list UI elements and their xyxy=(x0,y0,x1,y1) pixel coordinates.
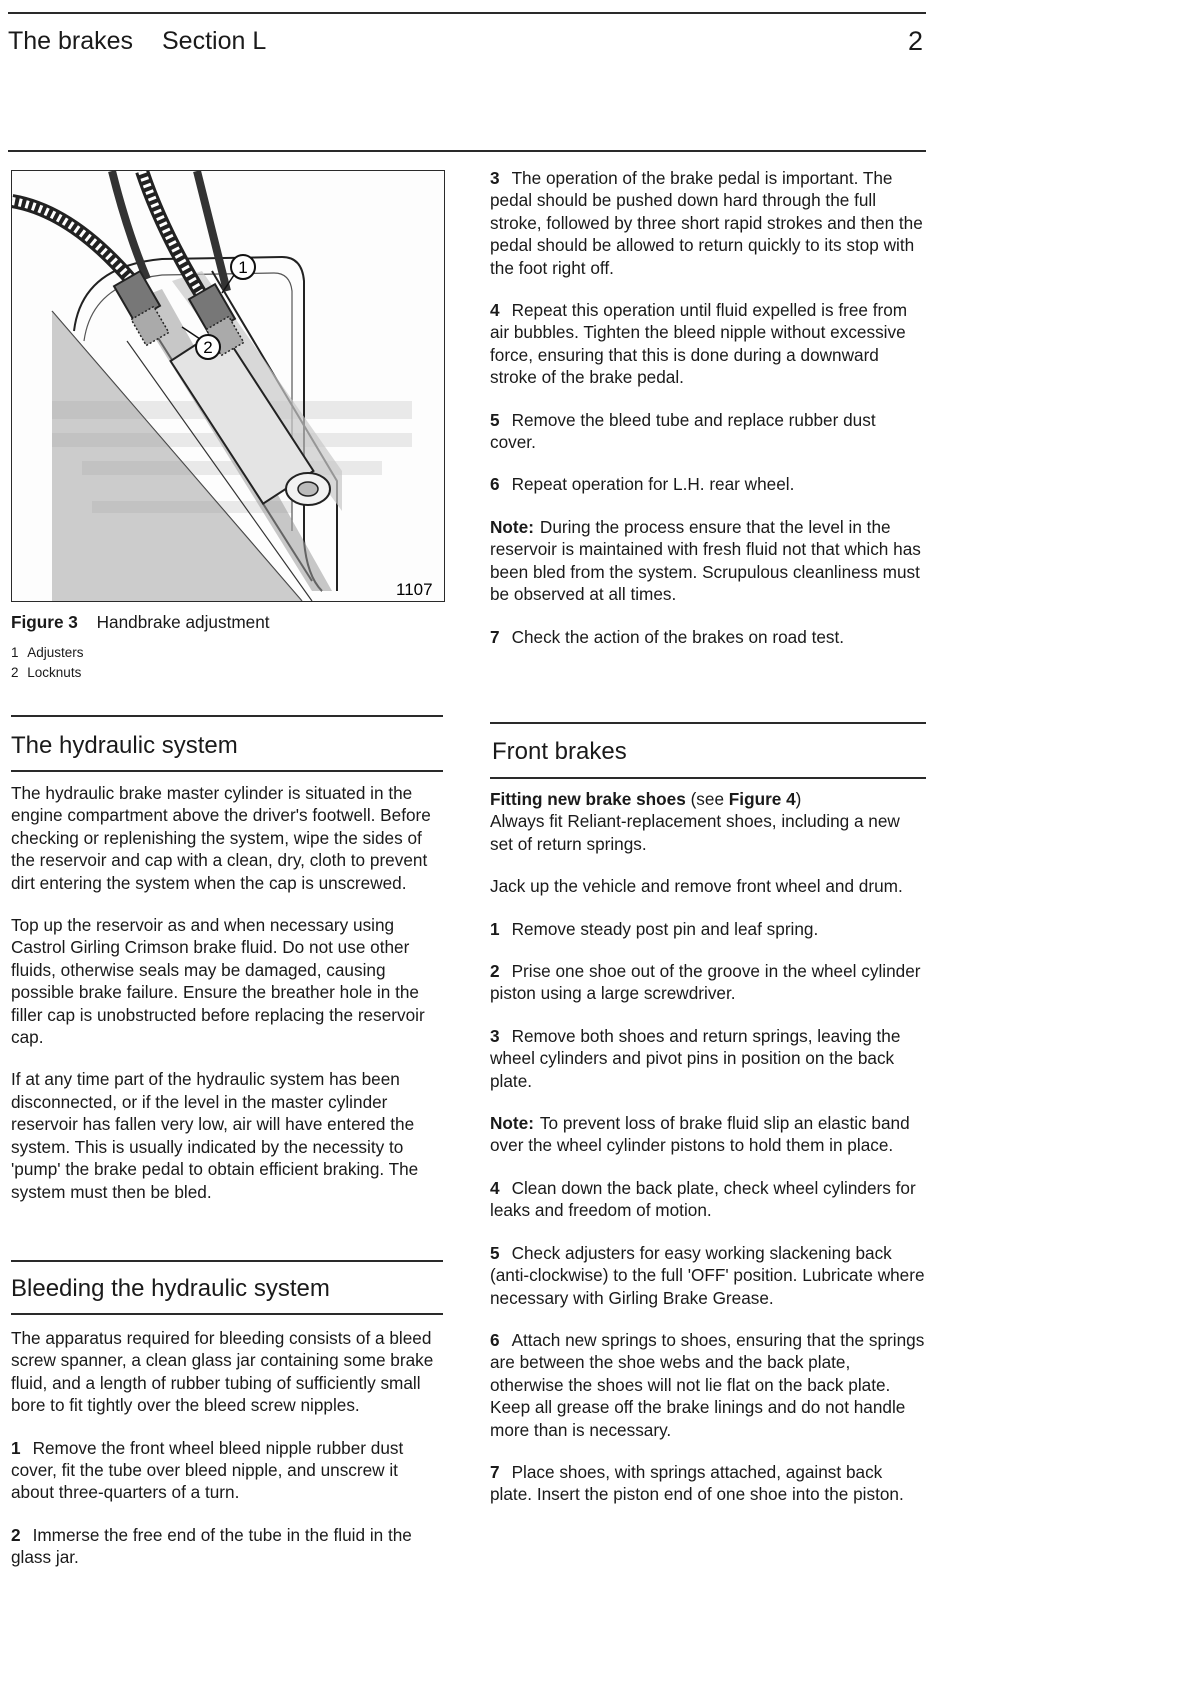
front-brakes-text xyxy=(490,788,926,1526)
fitting-intro xyxy=(490,788,926,855)
step-text: Check the action of the brakes on road test. xyxy=(511,626,845,647)
section-rule xyxy=(490,777,926,779)
paragraph: If at any time part of the hydraulic system has been disconnected, or if the level in the master cylinder reservoir has fallen very low, air will have entered the system. This is usually indicated by the necessity to 'pump' the brake pedal to obtain efficient braking. The system must then be bled. xyxy=(11,1069,419,1202)
step-text: Remove steady post pin and leaf spring. xyxy=(511,918,819,939)
note xyxy=(490,1112,926,1157)
figure-caption xyxy=(11,612,270,633)
note-text: During the process ensure that the level in the reservoir is maintained with fresh fluid not that which has been bled from the system. Scrupulous cleanliness must be observed at all times. xyxy=(490,516,921,605)
step-number: 1 xyxy=(490,918,500,939)
legend-text: Locknuts xyxy=(27,665,82,680)
step-text: Repeat this operation until fluid expelled is free from air bubbles. Tighten the bleed nipple without excessive force, ensuring that this is done during a downward stroke of the brake pedal. xyxy=(490,300,908,388)
heading-hydraulic-system: The hydraulic system xyxy=(11,732,238,759)
figure-legend-item xyxy=(11,645,84,660)
step-number: 3 xyxy=(490,168,500,188)
step xyxy=(11,1524,443,1569)
figure-code: 1107 xyxy=(396,580,433,599)
note-label: Note: xyxy=(490,1113,534,1134)
callout-1: 1 xyxy=(238,258,248,277)
fitting-close: ) xyxy=(795,789,802,809)
step-number: 7 xyxy=(490,1461,500,1482)
step-text: Remove both shoes and return springs, leaving the wheel cylinders and pivot pins in position on the back plate. xyxy=(490,1025,901,1091)
step-text: Attach new springs to shoes, ensuring that the springs are between the shoe webs and the back plate, otherwise the shoes will not lie flat on the back plate. Keep all grease off the brake linings and do not handle more than is necessary. xyxy=(490,1329,925,1440)
step xyxy=(490,1177,926,1222)
step-number: 4 xyxy=(490,300,500,321)
step-number: 6 xyxy=(490,1329,500,1350)
step-number: 2 xyxy=(11,1524,21,1545)
callout-2: 2 xyxy=(203,338,213,357)
step-text: Remove the front wheel bleed nipple rubber dust cover, fit the tube over bleed nipple, and unscrew it about three-quarters of a turn. xyxy=(11,1437,404,1503)
bleeding-text xyxy=(11,1327,443,1589)
step-text: Immerse the free end of the tube in the fluid in the glass jar. xyxy=(11,1524,412,1568)
step xyxy=(490,1025,926,1092)
fitting-text: Always fit Reliant-replacement shoes, including a new set of return springs. xyxy=(490,811,900,854)
paragraph: Top up the reservoir as and when necessary using Castrol Girling Crimson brake fluid. Do not use other fluids, otherwise seals may be damaged, causing possible brake failure. Ensure the breather hole in the filler cap is unobstructed before replacing the reservoir cap. xyxy=(11,915,425,1048)
step xyxy=(490,960,926,1005)
section-rule xyxy=(11,770,443,772)
step-text: Repeat operation for L.H. rear wheel. xyxy=(511,474,795,495)
paragraph: The apparatus required for bleeding consists of a bleed screw spanner, a clean glass jar containing some brake fluid, and a length of rubber tubing of sufficiently small bore to fit tightly over the bleed screw nipples. xyxy=(11,1328,434,1416)
step xyxy=(490,918,926,940)
step-text: Clean down the back plate, check wheel cylinders for leaks and freedom of motion. xyxy=(490,1177,916,1221)
section-rule xyxy=(490,722,926,724)
step-text: Remove the bleed tube and replace rubber dust cover. xyxy=(490,409,876,453)
note-label: Note: xyxy=(490,516,534,537)
step-number: 1 xyxy=(11,1437,21,1458)
legend-number: 2 xyxy=(11,665,19,680)
legend-number: 1 xyxy=(11,645,19,660)
step-number: 7 xyxy=(490,626,500,647)
step-number: 5 xyxy=(490,1242,500,1263)
header-bottom-rule xyxy=(8,150,926,152)
page-number: 2 xyxy=(908,26,924,56)
step-number: 3 xyxy=(490,1025,500,1046)
step-number: 4 xyxy=(490,1177,500,1198)
figure-legend-item xyxy=(11,665,81,680)
figure-caption-text: Handbrake adjustment xyxy=(96,612,270,632)
step xyxy=(490,299,926,389)
legend-text: Adjusters xyxy=(27,645,84,660)
step-number: 2 xyxy=(490,961,500,982)
step xyxy=(490,626,926,648)
note xyxy=(490,516,926,606)
paragraph: Jack up the vehicle and remove front wheel and drum. xyxy=(490,876,903,897)
step-text: Check adjusters for easy working slackening back (anti-clockwise) to the full 'OFF' position. Lubricate where necessary with Girling Brake Grease. xyxy=(490,1242,925,1308)
paragraph: The hydraulic brake master cylinder is situated in the engine compartment above the driver's footwell. Before checking or replenishing the system, wipe the sides of the reservoir and cap with a clean, dry, cloth to prevent dirt entering the system when the cap is unscrewed. xyxy=(11,783,431,893)
note-text: To prevent loss of brake fluid slip an elastic band over the wheel cylinder pistons to hold them in place. xyxy=(490,1113,910,1156)
section-rule xyxy=(11,1260,443,1262)
step xyxy=(490,1461,926,1506)
step xyxy=(490,473,926,495)
figure-handbrake-adjustment xyxy=(11,170,445,602)
fitting-title: Fitting new brake shoes xyxy=(490,789,686,809)
step xyxy=(490,167,926,279)
step xyxy=(490,1242,926,1309)
step-text: Place shoes, with springs attached, against back plate. Insert the piston end of one shoe into the piston. xyxy=(490,1461,904,1505)
step-number: 5 xyxy=(490,409,500,430)
header-top-rule xyxy=(8,12,926,14)
hydraulic-text xyxy=(11,782,443,1223)
fitting-see: (see xyxy=(690,789,725,809)
bleeding-steps-continued xyxy=(490,167,926,668)
section-rule xyxy=(11,1313,443,1315)
heading-front-brakes: Front brakes xyxy=(492,738,627,765)
heading-bleeding: Bleeding the hydraulic system xyxy=(11,1275,330,1302)
step xyxy=(490,409,926,454)
step-text: Prise one shoe out of the groove in the wheel cylinder piston using a large screwdriver. xyxy=(490,961,921,1004)
section-rule xyxy=(11,715,443,717)
step-number: 6 xyxy=(490,474,500,495)
handbrake-illustration xyxy=(12,171,444,601)
step xyxy=(11,1437,443,1504)
figure-reference: Figure 4 xyxy=(728,789,796,809)
step-text: The operation of the brake pedal is important. The pedal should be pushed down hard through the full stroke, followed by three short rapid strokes and then the pedal should be allowed to return quickly to its stop with the foot right off. xyxy=(490,168,923,278)
figure-label: Figure 3 xyxy=(11,612,78,632)
header-section: Section L xyxy=(162,27,267,55)
step xyxy=(490,1329,926,1441)
header-title: The brakes xyxy=(8,27,134,55)
